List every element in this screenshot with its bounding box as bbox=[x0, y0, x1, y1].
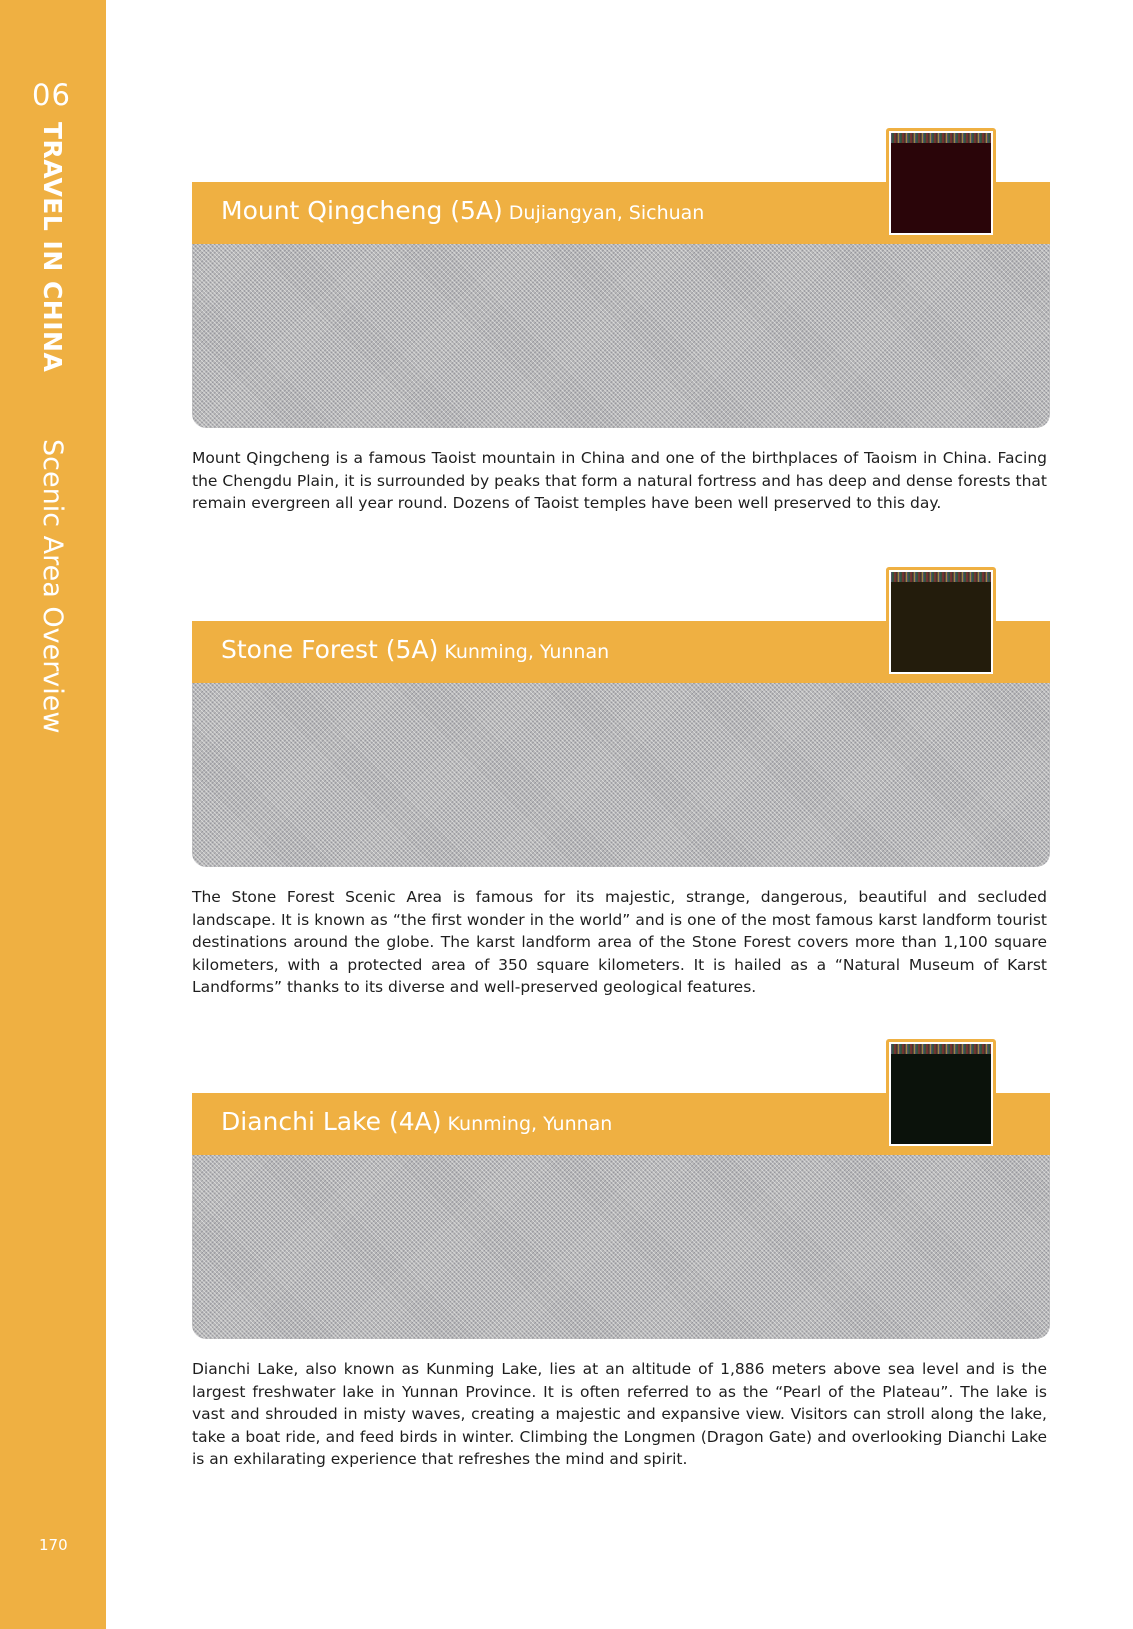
thumbnail-photo bbox=[886, 128, 996, 238]
chapter-number: 06 bbox=[32, 78, 71, 112]
banner-title bbox=[221, 635, 609, 664]
scenic-name: Mount Qingcheng (5A) bbox=[221, 196, 503, 225]
scenic-location: Kunming, Yunnan bbox=[444, 641, 610, 663]
scenic-location: Kunming, Yunnan bbox=[447, 1113, 613, 1135]
sidebar bbox=[0, 0, 106, 1629]
scenic-description: Dianchi Lake, also known as Kunming Lake, lies at an altitude of 1,886 meters above sea level and is the largest freshwater lake in Yunnan Province. It is often referred to as the “Pearl of the Plateau”. The lake is vast and shrouded in misty waves, creating a majestic and expansive view. Visitors can stroll along the lake, take a boat ride, and feed birds in winter. Climbing the Longmen (Dragon Gate) and overlooking Dianchi Lake is an exhilarating experience that refreshes the mind and spirit. bbox=[192, 1360, 1047, 1468]
thumbnail-noise-strip bbox=[891, 572, 991, 582]
scenic-photo bbox=[192, 244, 1050, 428]
thumbnail-image bbox=[891, 133, 991, 233]
scenic-section-mount-qingcheng bbox=[192, 128, 1050, 538]
thumbnail-image bbox=[891, 1044, 991, 1144]
chapter-title: TRAVEL IN CHINA bbox=[38, 122, 67, 373]
thumbnail-noise-strip bbox=[891, 133, 991, 143]
thumbnail-image bbox=[891, 572, 991, 672]
banner-title bbox=[221, 1107, 612, 1136]
scenic-section-dianchi-lake bbox=[192, 1039, 1050, 1479]
thumbnail-noise-strip bbox=[891, 1044, 991, 1054]
scenic-description: The Stone Forest Scenic Area is famous for its majestic, strange, dangerous, beautiful and secluded landscape. It is known as “the first wonder in the world” and is one of the most famous karst landform tourist destinations around the globe. The karst landform area of the Stone Forest covers more than 1,100 square kilometers, with a protected area of 350 square kilometers. It is hailed as a “Natural Museum of Karst Landforms” thanks to its diverse and well-preserved geological features. bbox=[192, 888, 1047, 996]
scenic-name: Dianchi Lake (4A) bbox=[221, 1107, 442, 1136]
scenic-description: Mount Qingcheng is a famous Taoist mountain in China and one of the birthplaces of Taoism in China. Facing the Chengdu Plain, it is surrounded by peaks that form a natural fortress and has deep and dense forests that remain evergreen all year round. Dozens of Taoist temples have been well preserved to this day. bbox=[192, 449, 1047, 512]
thumbnail-photo bbox=[886, 1039, 996, 1149]
scenic-photo bbox=[192, 683, 1050, 867]
scenic-section-stone-forest bbox=[192, 567, 1050, 1007]
page-number: 170 bbox=[39, 1536, 68, 1554]
thumbnail-photo bbox=[886, 567, 996, 677]
section-title: Scenic Area Overview bbox=[37, 439, 68, 734]
scenic-location: Dujiangyan, Sichuan bbox=[508, 202, 705, 224]
vertical-title bbox=[37, 122, 68, 734]
scenic-photo bbox=[192, 1155, 1050, 1339]
scenic-name: Stone Forest (5A) bbox=[221, 635, 439, 664]
banner-title bbox=[221, 196, 704, 225]
